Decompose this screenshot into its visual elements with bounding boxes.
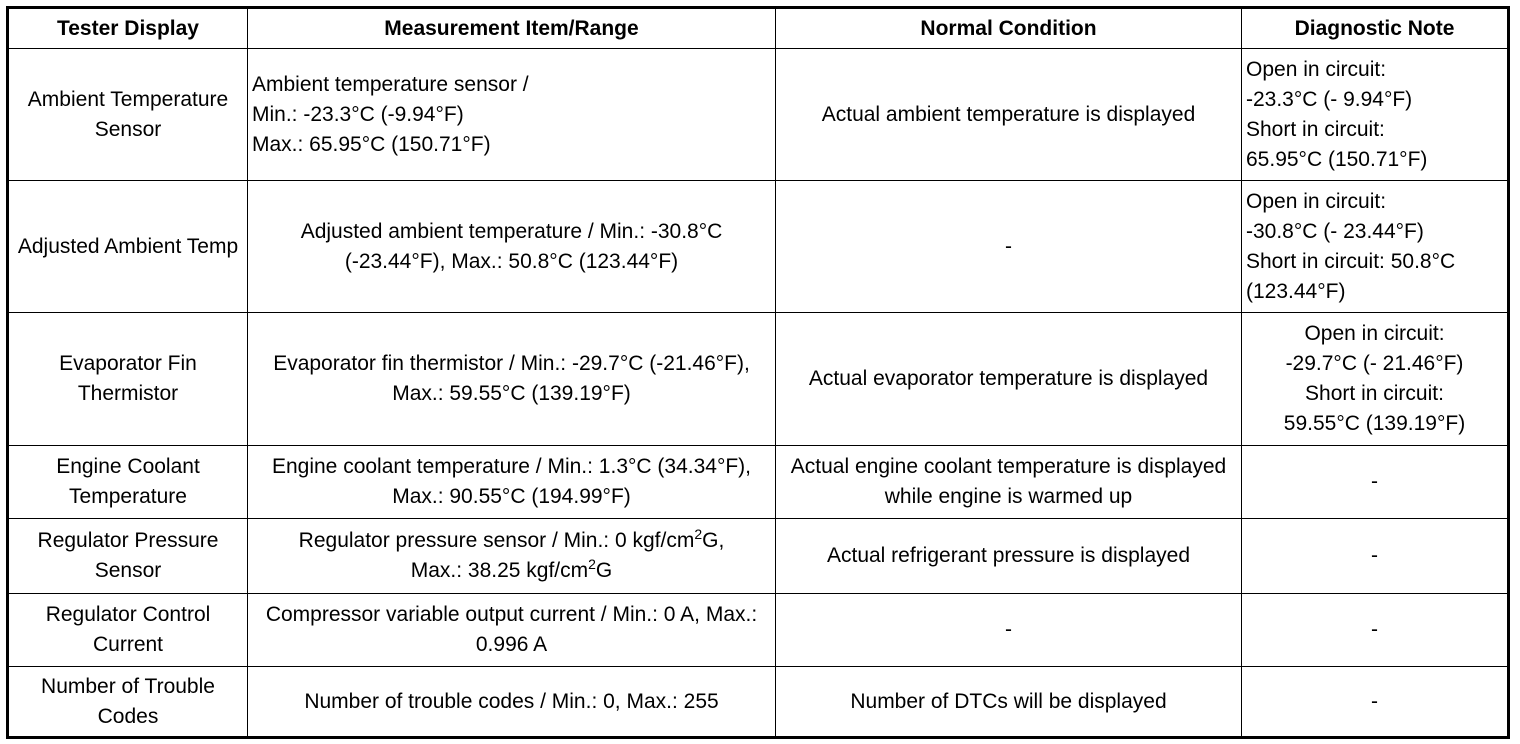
note-line: 59.55°C (139.19°F) xyxy=(1283,412,1466,435)
cell-measurement-range: Number of trouble codes / Min.: 0, Max.: 255 xyxy=(248,667,776,738)
range-line: Min.: -23.3°C (-9.94°F) xyxy=(252,102,464,126)
table-row xyxy=(8,594,1509,667)
cell-tester-display: Engine Coolant Temperature xyxy=(8,446,248,519)
cell-diagnostic-note xyxy=(1242,49,1509,181)
note-line: Open in circuit: xyxy=(1246,189,1387,213)
table-row xyxy=(8,667,1509,738)
cell-measurement-range: Engine coolant temperature / Min.: 1.3°C (34.34°F), Max.: 90.55°C (194.99°F) xyxy=(248,446,776,519)
range-text: G xyxy=(595,559,613,582)
table-row xyxy=(8,313,1509,446)
note-line: Open in circuit: xyxy=(1304,322,1445,345)
cell-diagnostic-note xyxy=(1242,181,1509,313)
cell-tester-display: Ambient Temperature Sensor xyxy=(8,49,248,181)
cell-diagnostic-note: - xyxy=(1242,519,1509,594)
header-diagnostic-note: Diagnostic Note xyxy=(1242,8,1509,49)
table-row xyxy=(8,446,1509,519)
cell-measurement-range xyxy=(248,49,776,181)
table-row xyxy=(8,181,1509,313)
cell-normal-condition: - xyxy=(776,594,1242,667)
note-line: -29.7°C (- 21.46°F) xyxy=(1285,352,1464,375)
cell-tester-display: Evaporator Fin Thermistor xyxy=(8,313,248,446)
cell-tester-display: Regulator Pressure Sensor xyxy=(8,519,248,594)
range-line: Max.: 65.95°C (150.71°F) xyxy=(252,132,491,156)
cell-tester-display: Number of Trouble Codes xyxy=(8,667,248,738)
range-text: Max.: 38.25 kgf/cm xyxy=(410,559,589,582)
cell-diagnostic-note: - xyxy=(1242,667,1509,738)
cell-measurement-range: Adjusted ambient temperature / Min.: -30.8°C (-23.44°F), Max.: 50.8°C (123.44°F) xyxy=(248,181,776,313)
data-list-table xyxy=(6,6,1510,739)
range-line: Ambient temperature sensor / xyxy=(252,72,529,96)
range-text: G, xyxy=(702,529,725,552)
cell-measurement-range: Evaporator fin thermistor / Min.: -29.7°C (-21.46°F), Max.: 59.55°C (139.19°F) xyxy=(248,313,776,446)
note-line: Short in circuit: xyxy=(1246,117,1385,141)
cell-diagnostic-note xyxy=(1242,313,1509,446)
cell-normal-condition: Actual evaporator temperature is displayed xyxy=(776,313,1242,446)
note-line: (123.44°F) xyxy=(1246,279,1346,303)
cell-measurement-range xyxy=(248,519,776,594)
cell-normal-condition: Actual ambient temperature is displayed xyxy=(776,49,1242,181)
cell-normal-condition: Number of DTCs will be displayed xyxy=(776,667,1242,738)
table-row xyxy=(8,49,1509,181)
data-table-container xyxy=(6,6,1510,739)
cell-diagnostic-note: - xyxy=(1242,446,1509,519)
cell-normal-condition: Actual refrigerant pressure is displayed xyxy=(776,519,1242,594)
superscript-squared: 2 xyxy=(694,526,703,542)
cell-diagnostic-note: - xyxy=(1242,594,1509,667)
note-line: 65.95°C (150.71°F) xyxy=(1246,147,1428,171)
cell-tester-display: Regulator Control Current xyxy=(8,594,248,667)
cell-normal-condition: - xyxy=(776,181,1242,313)
note-line: Short in circuit: xyxy=(1305,382,1444,405)
note-line: Short in circuit: 50.8°C xyxy=(1246,249,1456,273)
table-row xyxy=(8,519,1509,594)
range-text: Regulator pressure sensor / Min.: 0 kgf/cm xyxy=(298,529,695,552)
header-normal-condition: Normal Condition xyxy=(776,8,1242,49)
cell-normal-condition: Actual engine coolant temperature is displayed while engine is warmed up xyxy=(776,446,1242,519)
note-line: -23.3°C (- 9.94°F) xyxy=(1246,87,1413,111)
cell-tester-display: Adjusted Ambient Temp xyxy=(8,181,248,313)
superscript-squared: 2 xyxy=(588,556,596,572)
header-row xyxy=(8,8,1509,49)
cell-measurement-range: Compressor variable output current / Min.: 0 A, Max.: 0.996 A xyxy=(248,594,776,667)
note-line: Open in circuit: xyxy=(1246,57,1387,81)
header-tester-display: Tester Display xyxy=(8,8,248,49)
header-measurement-item: Measurement Item/Range xyxy=(248,8,776,49)
note-line: -30.8°C (- 23.44°F) xyxy=(1246,219,1424,243)
